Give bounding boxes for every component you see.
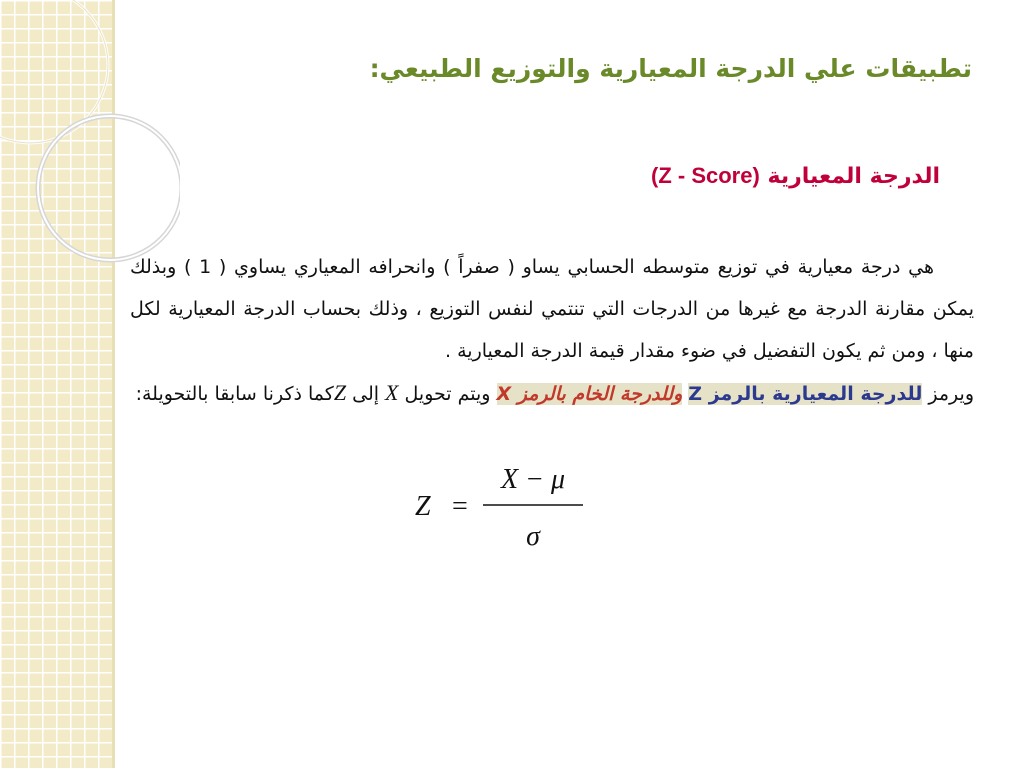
paragraph-notation (130, 372, 974, 415)
formula-lhs: Z (415, 491, 431, 522)
notation-to: إلى (346, 383, 386, 405)
formula-numerator: X − μ (500, 464, 566, 495)
z-symbol-highlight: للدرجة المعيارية بالرمز Z (688, 383, 923, 405)
notation-intro: ويرمز (922, 383, 974, 405)
formula-denominator: σ (526, 521, 540, 552)
symbol-z: Z (333, 380, 347, 405)
notation-end: كما ذكرنا سابقا بالتحويلة: (135, 383, 334, 405)
subtitle-english: (Z - Score) (651, 163, 760, 188)
slide-title: تطبيقات علي الدرجة المعيارية والتوزيع الطبيعي: (369, 54, 972, 83)
symbol-x: X (385, 380, 399, 405)
subtitle-arabic: الدرجة المعيارية (767, 164, 940, 189)
x-symbol-highlight: وللدرجة الخام بالرمز X (496, 383, 683, 405)
formula-equals: = (452, 491, 468, 522)
z-score-formula (400, 455, 600, 555)
notation-middle: ويتم تحويل (398, 383, 497, 405)
slide-subtitle (651, 163, 940, 189)
body-text (130, 246, 974, 415)
paragraph-definition: هي درجة معيارية في توزيع متوسطه الحسابي يساو ( صفراً ) وانحرافه المعياري يساوي ( 1 ) وبذلك يمكن مقارنة الدرجة مع غيرها من الدرجات التي تنتمي لنفس التوزيع ، وذلك بحساب الدرجة المعيارية لكل منها ، ومن ثم يكون التفضيل في ضوء مقدار قيمة الدرجة المعيارية . (130, 256, 974, 362)
